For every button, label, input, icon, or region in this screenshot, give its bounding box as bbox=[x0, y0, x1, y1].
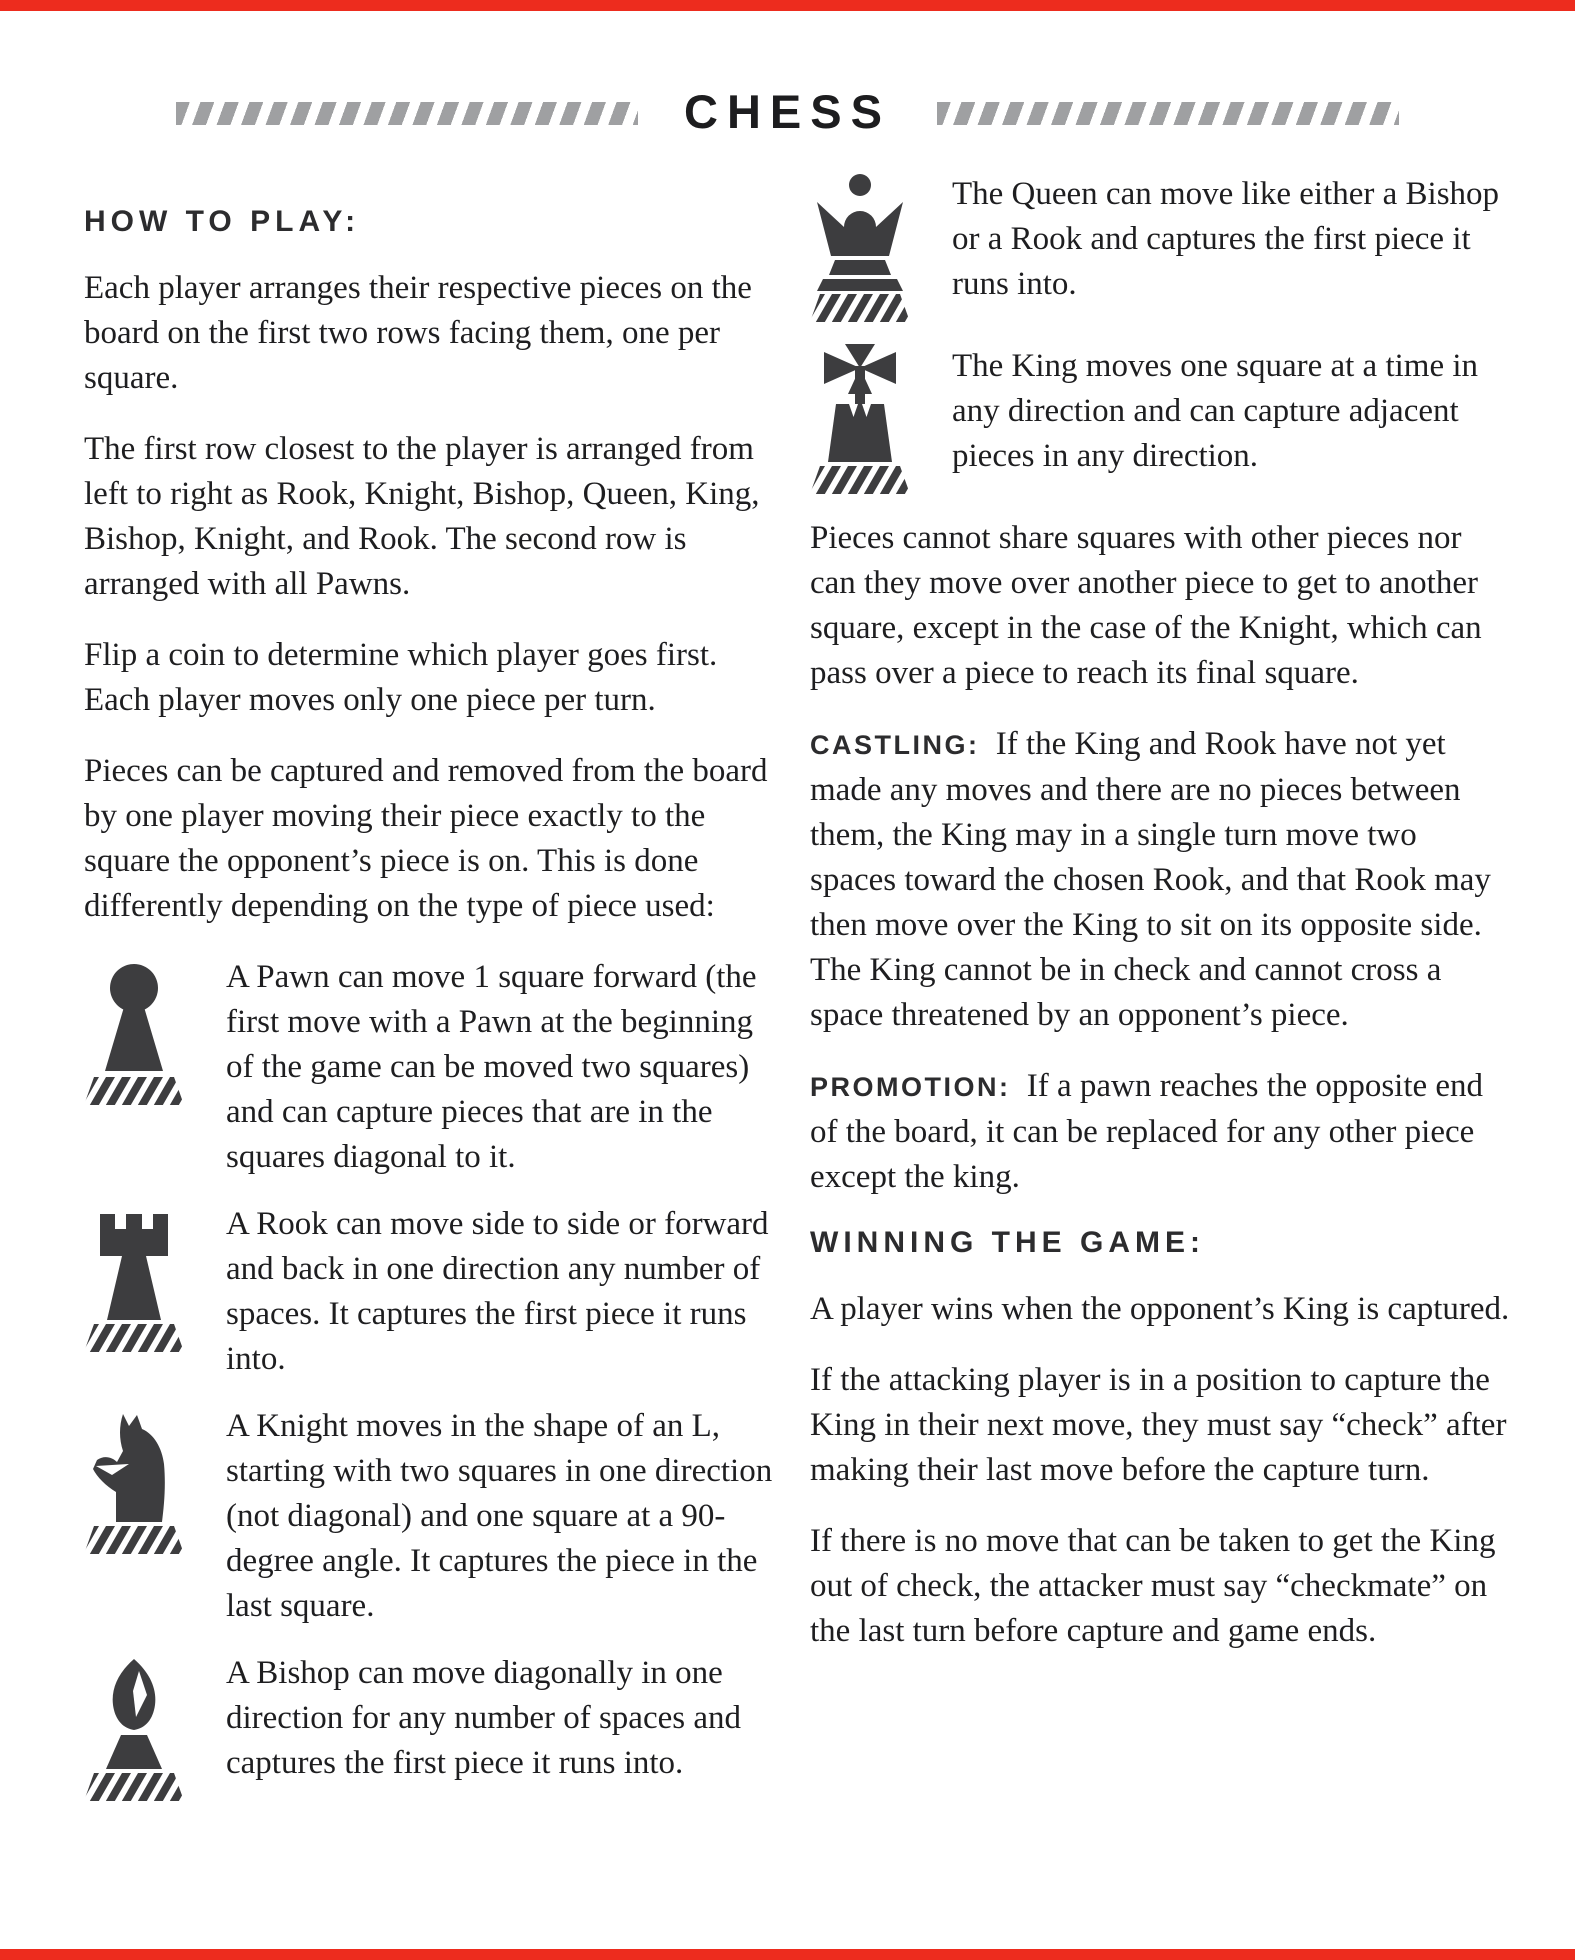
left-column bbox=[84, 205, 778, 1823]
paragraph-win-condition: A player wins when the opponent’s King is captured. bbox=[810, 1291, 1510, 1327]
queen-rule-text: The Queen can move like either a Bishop or a Rook and captures the first piece it runs into. bbox=[952, 176, 1500, 302]
castling-text: If the King and Rook have not yet made any moves and there are no pieces between them, the King may in a single turn move two spaces toward the chosen Rook, and that Rook may then move over the King to sit on its opposite side. The King cannot be in check and cannot cross a space threatened by an opponent’s piece. bbox=[810, 726, 1491, 1033]
bishop-icon bbox=[84, 1651, 188, 1801]
paragraph-checkmate: If there is no move that can be taken to get the King out of check, the attacker must say “checkmate” on the last turn before capture and game ends. bbox=[810, 1523, 1496, 1649]
pawn-rule-row bbox=[84, 955, 778, 1180]
castling-label: CASTLING: bbox=[810, 730, 980, 760]
winning-heading: WINNING THE GAME: bbox=[810, 1226, 1205, 1259]
paragraph-setup: Each player arranges their respective pieces on the board on the first two rows facing them, one per square. bbox=[84, 270, 752, 396]
paragraph-check: If the attacking player is in a position to capture the King in their next move, they must say “check” after making their last move before the capture turn. bbox=[810, 1362, 1507, 1488]
rook-rule-text: A Rook can move side to side or forward and back in one direction any number of spaces. It captures the first piece it runs into. bbox=[226, 1206, 769, 1377]
hatch-rule-right bbox=[937, 102, 1399, 125]
pawn-icon bbox=[84, 955, 188, 1105]
paragraph-capturing: Pieces can be captured and removed from the board by one player moving their piece exactly to the square the opponent’s piece is on. This is done differently depending on the type of piece used: bbox=[84, 753, 768, 924]
knight-icon bbox=[84, 1404, 188, 1554]
promotion-text: If a pawn reaches the opposite end of the board, it can be replaced for any other piece except the king. bbox=[810, 1068, 1484, 1195]
page-title: CHESS bbox=[684, 85, 891, 138]
top-accent-bar bbox=[0, 0, 1575, 11]
rook-rule-row bbox=[84, 1202, 778, 1382]
paragraph-first-row: The first row closest to the player is arranged from left to right as Rook, Knight, Bishop, Queen, King, Bishop, Knight, and Rook. The second row is arranged with all Pawns. bbox=[84, 431, 760, 602]
king-icon bbox=[810, 344, 914, 494]
queen-icon bbox=[810, 172, 914, 322]
how-to-play-heading: HOW TO PLAY: bbox=[84, 205, 361, 238]
bishop-rule-text: A Bishop can move diagonally in one direction for any number of spaces and captures the first piece it runs into. bbox=[226, 1655, 741, 1781]
rook-icon bbox=[84, 1202, 188, 1352]
queen-rule-row bbox=[810, 172, 1510, 322]
header bbox=[0, 85, 1575, 138]
paragraph-coin-flip: Flip a coin to determine which player goes first. Each player moves only one piece per turn. bbox=[84, 637, 718, 718]
knight-rule-row bbox=[84, 1404, 778, 1629]
paragraph-sharing-squares: Pieces cannot share squares with other pieces nor can they move over another piece to get to another square, except in the case of the Knight, which can pass over a piece to reach its final square. bbox=[810, 520, 1482, 691]
bottom-accent-bar bbox=[0, 1949, 1575, 1960]
castling-paragraph bbox=[810, 722, 1510, 1038]
king-rule-row bbox=[810, 344, 1510, 494]
right-column bbox=[810, 172, 1510, 1680]
promotion-paragraph bbox=[810, 1064, 1510, 1200]
king-rule-text: The King moves one square at a time in any direction and can capture adjacent pieces in any direction. bbox=[952, 348, 1479, 474]
promotion-label: PROMOTION: bbox=[810, 1072, 1011, 1102]
bishop-rule-row bbox=[84, 1651, 778, 1801]
knight-rule-text: A Knight moves in the shape of an L, starting with two squares in one direction (not diagonal) and one square at a 90-degree angle. It captures the piece in the last square. bbox=[226, 1408, 773, 1624]
hatch-rule-left bbox=[176, 102, 638, 125]
pawn-rule-text: A Pawn can move 1 square forward (the first move with a Pawn at the beginning of the game can be moved two squares) and can capture pieces that are in the squares diagonal to it. bbox=[226, 959, 757, 1175]
